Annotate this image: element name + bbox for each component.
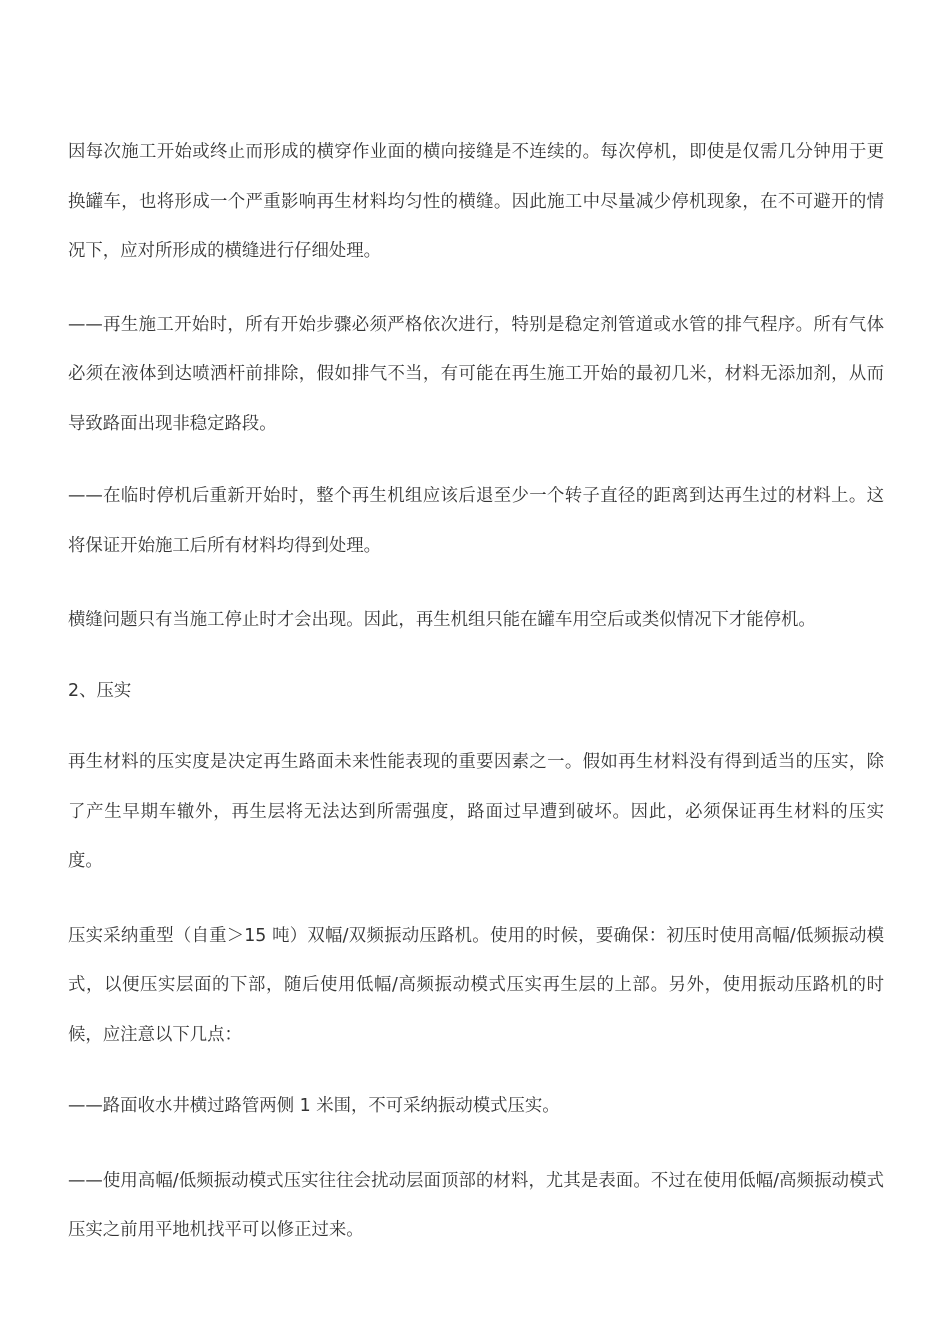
paragraph-roller-usage: 压实采纳重型（自重＞15 吨）双幅/双频振动压路机。使用的时候，要确保：初压时使用高幅/低频振动模式，以便压实层面的下部，随后使用低幅/高频振动模式压实再生层的上部。另外，使用振动压路机的时候，应注意以下几点： — [68, 925, 884, 1045]
paragraph-grader-correction: ——使用高幅/低频振动模式压实往往会扰动层面顶部的材料，尤其是表面。不过在使用低幅/高频振动模式压实之前用平地机找平可以修正过来。 — [68, 1170, 884, 1240]
paragraph-stop-rule: 横缝问题只有当施工停止时才会出现。因此，再生机组只能在罐车用空后或类似情况下才能停机。 — [68, 610, 816, 630]
section-heading-compaction: 2、压实 — [68, 680, 132, 701]
paragraph-transverse-joint: 因每次施工开始或终止而形成的横穿作业面的横向接缝是不连续的。每次停机，即使是仅需几分钟用于更换罐车，也将形成一个严重影响再生材料均匀性的横缝。因此施工中尽量减少停机现象，在不可避开的情况下，应对所形成的横缝进行仔细处理。 — [68, 142, 884, 261]
paragraph-restart-procedure: ——在临时停机后重新开始时，整个再生机组应该后退至少一个转子直径的距离到达再生过的材料上。这将保证开始施工后所有材料均得到处理。 — [68, 486, 884, 556]
document-body — [68, 128, 884, 1278]
paragraph-drain-restriction: ——路面收水井横过路管两侧 1 米围，不可采纳振动模式压实。 — [68, 1096, 560, 1116]
paragraph-compaction-importance: 再生材料的压实度是决定再生路面未来性能表现的重要因素之一。假如再生材料没有得到适当的压实，除了产生早期车辙外，再生层将无法达到所需强度，路面过早遭到破坏。因此，必须保证再生材料的压实度。 — [68, 752, 884, 871]
paragraph-start-procedure: ——再生施工开始时，所有开始步骤必须严格依次进行，特别是稳定剂管道或水管的排气程序。所有气体必须在液体到达喷洒杆前排除，假如排气不当，有可能在再生施工开始的最初几米，材料无添加剂，从而导致路面出现非稳定路段。 — [68, 314, 884, 434]
